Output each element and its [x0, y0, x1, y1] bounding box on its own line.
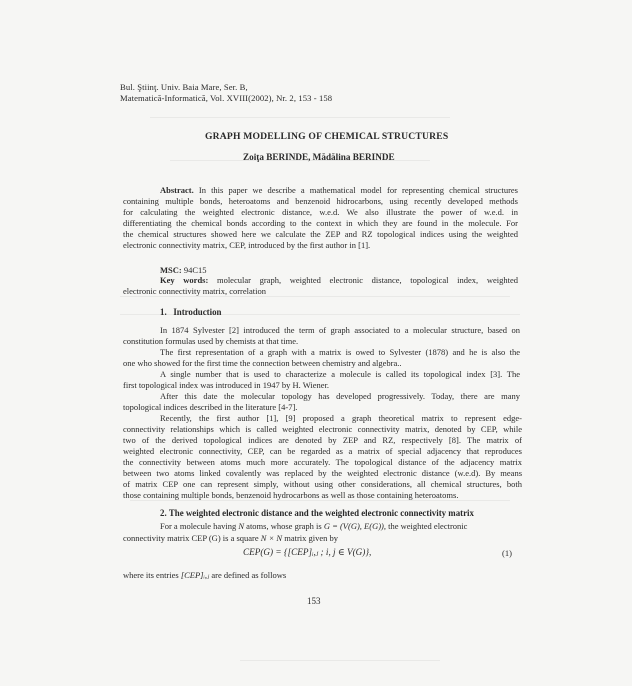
intro-line: constitution formulas used by chemists at that time. — [123, 336, 299, 346]
intro-line: A single number that is used to characterize a molecule is called its topological index [3]. The — [160, 369, 520, 379]
intro-line: topological indices described in the literature [4-7]. — [123, 402, 298, 412]
paper-authors: Zoiţa BERINDE, Mădălina BERINDE — [243, 152, 395, 162]
abstract-line: Abstract. In this paper we describe a mathematical model for representing chemical structures — [160, 185, 518, 195]
intro-line: weighted electronic connectivity, CEP, can be regarded as a matrix of special adjacency that reproduces — [123, 446, 522, 456]
equation-number: (1) — [502, 548, 512, 558]
intro-line: of matrix CEP one can represent simply, without using other considerations, all chemical structures, both — [123, 479, 522, 489]
keywords-line: electronic connectivity matrix, correlation — [123, 286, 267, 296]
intro-line: After this date the molecular topology has developed progressively. Today, there are many — [160, 391, 520, 401]
symbol-n: N — [238, 521, 245, 531]
page-number: 153 — [307, 596, 321, 606]
equation-1: CEP(G) = {[CEP]ᵢ,ⱼ ; i, j ∈ V(G)}, — [243, 547, 372, 557]
abstract-line: differentiating the chemical bonds according to the context in which they are found in the molecule. For — [123, 218, 518, 228]
keywords-label: Key words: — [160, 275, 209, 285]
msc-line: MSC: 94C15 — [160, 265, 207, 275]
matrix-size: N × N — [260, 533, 283, 543]
intro-line: first topological index was introduced in 1947 by H. Wiener. — [123, 380, 330, 390]
msc-label: MSC: — [160, 265, 182, 275]
intro-line: two of the derived topological indices are denoted by ZEP and RZ, respectively [8]. The matrix of — [123, 435, 522, 445]
abstract-label: Abstract. — [160, 185, 194, 195]
section-1-heading: 1. Introduction — [160, 307, 222, 317]
graph-definition: G = (V(G), E(G)) — [323, 521, 384, 531]
paper-title: GRAPH MODELLING OF CHEMICAL STRUCTURES — [205, 131, 449, 142]
abstract-line: for calculating the weighted electronic distance, w.e.d. We also illustrate the power of w.e.d. in — [123, 207, 518, 217]
section-2-line: where its entries [CEP]ᵢ,ⱼ are defined as follows — [123, 570, 287, 580]
intro-line: those containing multiple bonds, benzenoid hydrocarbons as well as those containing heteroatoms. — [123, 490, 459, 500]
section-2-heading: 2. The weighted electronic distance and the weighted electronic connectivity matrix — [160, 508, 474, 518]
matrix-entry: [CEP]ᵢ,ⱼ — [180, 570, 210, 580]
section-2-line: connectivity matrix CEP (G) is a square N × N matrix given by — [123, 533, 339, 543]
intro-line: one who showed for the first time the connection between chemistry and algebra.. — [123, 358, 402, 368]
abstract-line: the chemical structures showed here we calculate the ZEP and RZ topological indices using the weighted — [123, 229, 518, 239]
journal-header-line1: Bul. Ştiinţ. Univ. Baia Mare, Ser. B, — [120, 82, 248, 92]
intro-line: between two atoms linked covalently was replaced by the weighted electronic distance (w.e.d). By means — [123, 468, 522, 478]
journal-header-line2: Matematică-Informatică, Vol. XVIII(2002), Nr. 2, 153 - 158 — [120, 93, 333, 103]
intro-line: the connectivity between atoms much more accurately. The topological distance of the adjacency matrix — [123, 457, 522, 467]
abstract-line: containing multiple bonds, heteroatoms and benzenoid hidrocarbons, using recently developed methods — [123, 196, 518, 206]
intro-line: connectivity relationships which is called weighted electronic connectivity matrix, denoted by CEP, while — [123, 424, 522, 434]
intro-line: In 1874 Sylvester [2] introduced the term of graph associated to a molecular structure, based on — [160, 325, 520, 335]
keywords-line: Key words: molecular graph, weighted electronic distance, topological index, weighted — [160, 275, 518, 285]
intro-line: The first representation of a graph with a matrix is owed to Sylvester (1878) and he is also the — [160, 347, 520, 357]
abstract-line: electronic connectivity matrix, CEP, introduced by the first author in [1]. — [123, 240, 371, 250]
intro-line: Recently, the first author [1], [9] proposed a graph theoretical matrix to represent edge- — [160, 413, 522, 423]
section-2-line: For a molecule having N atoms, whose graph is G = (V(G), E(G)), the weighted electronic — [160, 521, 468, 531]
